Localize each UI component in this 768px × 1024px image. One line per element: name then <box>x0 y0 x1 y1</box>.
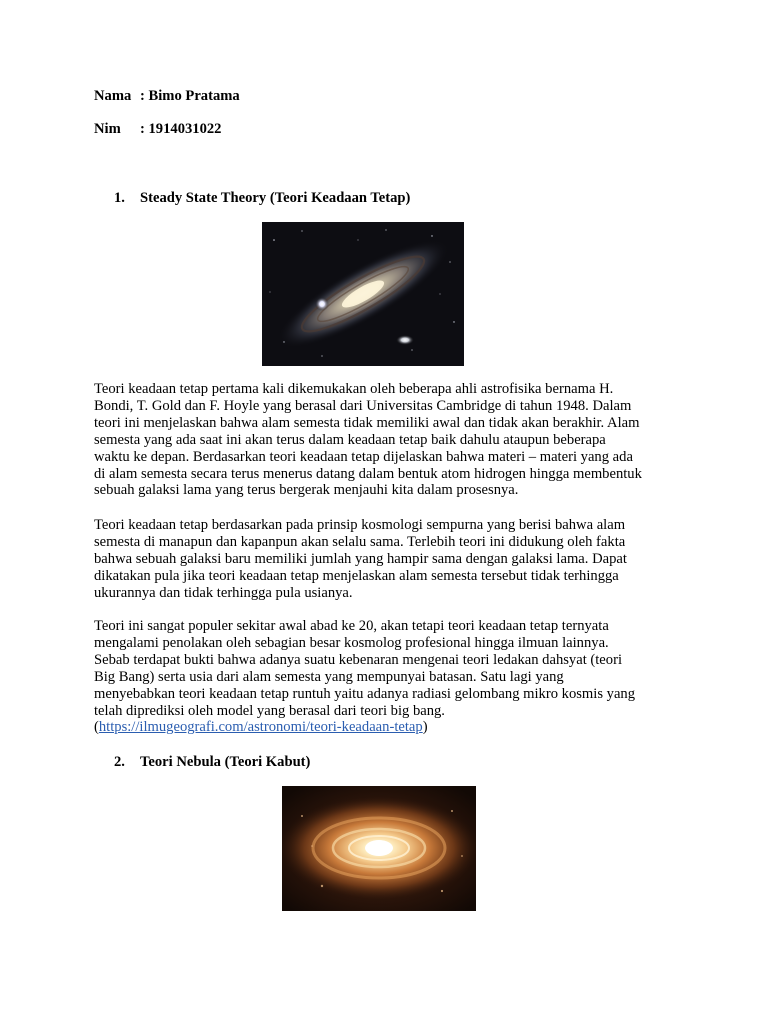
paragraph-line: bahwa sebuah galaksi baru memiliki jumlah yang hampir sama dengan galaksi lama. Dapat <box>94 550 627 567</box>
section-2-number: 2. <box>114 754 125 770</box>
nim-label: Nim <box>94 121 121 137</box>
source-link[interactable]: https://ilmugeografi.com/astronomi/teori-keadaan-tetap <box>98 719 423 736</box>
paragraph-line: mengalami penolakan oleh sebagian besar kosmolog profesional hingga ilmuan lainnya. <box>94 634 609 651</box>
paragraph-line: Sebab terdapat bukti bahwa adanya suatu kebenaran mengenai teori ledakan dahsyat (teori <box>94 651 622 668</box>
paragraph-line: dikatakan pula jika teori keadaan tetap menjelaskan alam semesta tersebut tidak terhingga <box>94 567 619 584</box>
nama-line <box>94 88 240 105</box>
protoplanetary-disk-illustration <box>282 786 476 911</box>
paragraph-1 <box>94 381 684 499</box>
paragraph-line: Bondi, T. Gold dan F. Hoyle yang berasal dari Universitas Cambridge di tahun 1948. Dalam <box>94 397 632 414</box>
section-1-number: 1. <box>114 190 125 206</box>
nim-line <box>94 121 221 138</box>
source-line <box>94 719 684 736</box>
paragraph-3 <box>94 618 684 736</box>
andromeda-galaxy-illustration <box>262 222 464 366</box>
nama-value: : Bimo Pratama <box>140 88 240 104</box>
nim-value: : 1914031022 <box>140 121 222 137</box>
section-1-title: Steady State Theory (Teori Keadaan Tetap) <box>140 190 411 206</box>
paragraph-line: Big Bang) serta usia dari alam semesta yang mempunyai batasan. Satu lagi yang <box>94 668 564 685</box>
source-close-paren: ) <box>422 719 428 736</box>
paragraph-2 <box>94 517 684 602</box>
section-2-heading <box>114 754 310 771</box>
paragraph-line: Teori keadaan tetap berdasarkan pada prinsip kosmologi sempurna yang berisi bahwa alam <box>94 517 626 533</box>
nebula-image <box>282 786 476 911</box>
section-2-title: Teori Nebula (Teori Kabut) <box>140 754 311 770</box>
paragraph-line: sebuah galaksi lama yang terus bergerak menjauhi kita dalam prosesnya. <box>94 482 519 499</box>
paragraph-line: telah diprediksi oleh model yang berasal dari teori big bang. <box>94 702 445 719</box>
section-1-heading <box>114 190 410 207</box>
paragraph-line: semesta di manapun dan kapanpun akan selalu sama. Terlebih teori ini didukung oleh fakta <box>94 533 626 550</box>
nama-label: Nama <box>94 88 132 104</box>
paragraph-line: di alam semesta secara terus menerus datang dalam bentuk atom hidrogen hingga membentuk <box>94 465 642 482</box>
paragraph-line: waktu ke depan. Berdasarkan teori keadaan tetap dijelaskan bahwa materi – materi yang ada <box>94 448 633 465</box>
paragraph-line: semesta yang ada saat ini akan terus dalam keadaan tetap baik dahulu ataupun beberapa <box>94 431 606 448</box>
galaxy-image <box>262 222 464 366</box>
paragraph-line: teori ini menjelaskan bahwa alam semesta tidak memiliki awal dan tidak akan berakhir. Alam <box>94 414 640 431</box>
paragraph-line: ukurannya dan tidak terhingga pula usianya. <box>94 584 353 601</box>
paragraph-line: menyebabkan teori keadaan tetap runtuh yaitu adanya radiasi gelombang mikro kosmis yang <box>94 685 636 702</box>
source-open-paren: ( <box>94 719 99 736</box>
paragraph-line: Teori ini sangat populer sekitar awal abad ke 20, akan tetapi teori keadaan tetap ternyata <box>94 618 609 634</box>
paragraph-line: Teori keadaan tetap pertama kali dikemukakan oleh beberapa ahli astrofisika bernama H. <box>94 381 614 397</box>
